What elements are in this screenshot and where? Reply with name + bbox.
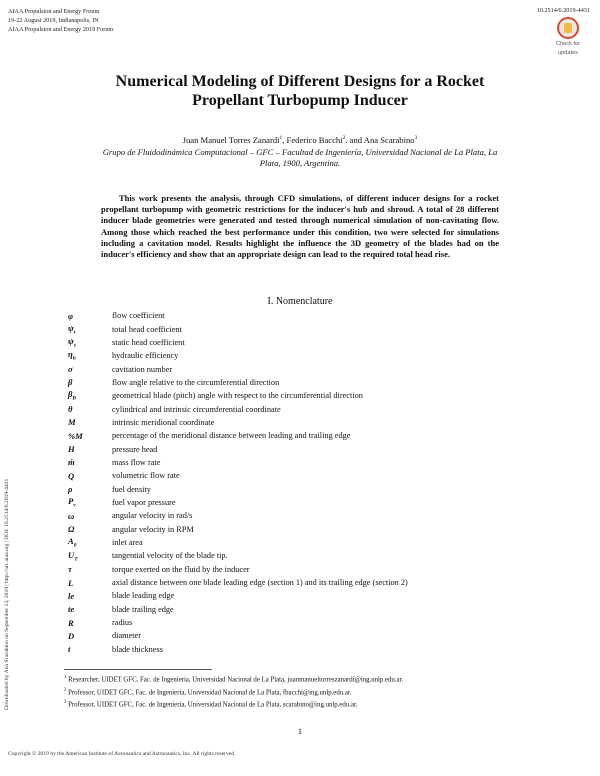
nomenclature-symbol — [68, 364, 112, 374]
nomenclature-definition: pressure head — [112, 444, 158, 454]
footnote — [64, 698, 544, 711]
author-mark: 1 — [279, 135, 283, 142]
nomenclature-row — [68, 523, 548, 536]
nomenclature-definition: axial distance between one blade leading edge (section 1) and its trailing edge (section 2) — [112, 578, 408, 588]
nomenclature-symbol — [68, 578, 112, 588]
footnote — [64, 686, 544, 699]
symbol-glyph: D — [68, 630, 75, 641]
nomenclature-row — [68, 469, 548, 482]
nomenclature-symbol — [68, 511, 112, 521]
nomenclature-symbol — [68, 349, 112, 362]
nomenclature-row — [68, 509, 548, 522]
nomenclature-row — [68, 402, 548, 415]
author-list — [60, 135, 540, 145]
nomenclature-row — [68, 349, 548, 362]
nomenclature-definition: fuel density — [112, 484, 151, 494]
symbol-subscript: 0 — [73, 542, 77, 549]
nomenclature-definition: tangential velocity of the blade tip. — [112, 551, 228, 561]
header-line: AIAA Propulsion and Energy Forum — [8, 8, 100, 15]
affiliation-line: Grupo de Fluidodinámica Computacional – GFC – Facultad de Ingeniería, Universidad Nacional de La Plata, La — [102, 147, 498, 157]
symbol-glyph: ṁ — [68, 457, 75, 468]
nomenclature-definition: mass flow rate — [112, 457, 161, 467]
symbol-glyph: P — [68, 496, 74, 507]
symbol-glyph: ψ — [68, 336, 74, 346]
symbol-subscript: s — [73, 342, 76, 349]
symbol-glyph: t — [68, 644, 71, 655]
nomenclature-symbol — [68, 536, 112, 549]
nomenclature-symbol — [68, 591, 112, 601]
nomenclature-row — [68, 336, 548, 349]
nomenclature-definition: intrinsic meridional coordinate — [112, 417, 215, 427]
symbol-glyph: β — [68, 377, 73, 388]
footnote — [64, 673, 544, 686]
author: . and Ana Scarabino — [345, 135, 415, 145]
abstract: This work presents the analysis, through CFD simulations, of different inducer designs for a rocket propellant turbopump with geometric restrictions for the inducer's hub and shroud. A total of 28 different inducer blade geometries were generated and tested through numerical simulation of non-cavitating flow. Among those which reached the best performance under this condition, two were selected for simulations including a cavitation model. Results highlight the influence the 3D geometry of the blades had on the inducer's efficiency and show that an appropriate design can lead to the required total head rise. — [101, 193, 499, 260]
nomenclature-symbol — [68, 471, 112, 481]
nomenclature-symbol — [68, 496, 112, 509]
symbol-subscript: v — [73, 502, 76, 509]
symbol-glyph: R — [68, 617, 74, 628]
symbol-glyph: ψ — [68, 322, 74, 333]
nomenclature-definition: blade leading edge — [112, 591, 175, 601]
nomenclature-definition: diameter — [112, 631, 142, 641]
nomenclature-symbol — [68, 389, 112, 402]
nomenclature-row — [68, 549, 548, 562]
nomenclature-row — [68, 629, 548, 642]
conference-header — [8, 7, 113, 34]
symbol-glyph: le — [68, 590, 75, 601]
nomenclature-definition: radius — [112, 618, 133, 628]
nomenclature-row — [68, 616, 548, 629]
nomenclature-symbol — [68, 457, 112, 467]
symbol-glyph: θ — [68, 404, 73, 415]
footnote-text: Professor, UIDET GFC, Fac. de Ingeniería, Universidad Nacional de La Plata, scarabino@ing.unlp.edu.ar. — [66, 701, 358, 709]
title-line: Numerical Modeling of Different Designs for a Rocket — [115, 73, 485, 90]
nomenclature-definition: flow angle relative to the circumferential direction — [112, 377, 280, 387]
nomenclature-definition: hydraulic efficiency — [112, 351, 179, 361]
nomenclature-definition: total head coefficient — [112, 324, 182, 334]
nomenclature-row — [68, 322, 548, 335]
nomenclature-definition: blade thickness — [112, 644, 163, 654]
nomenclature-definition: percentage of the meridional distance between leading and trailing edge — [112, 431, 351, 441]
nomenclature-symbol — [68, 404, 112, 414]
check-for-updates-badge[interactable] — [547, 17, 589, 61]
nomenclature-symbol — [68, 417, 112, 427]
nomenclature-definition: flow coefficient — [112, 311, 165, 321]
nomenclature-row — [68, 362, 548, 375]
nomenclature-definition: cavitation number — [112, 364, 173, 374]
symbol-glyph: β — [68, 389, 73, 400]
header-line: AIAA Propulsion and Energy 2019 Forum — [8, 26, 114, 33]
nomenclature-symbol — [68, 524, 112, 534]
nomenclature-definition: fuel vapor pressure — [112, 497, 176, 507]
symbol-glyph: Ω — [68, 524, 75, 535]
page-number: 1 — [297, 727, 303, 736]
footnote-text: Professor, UIDET GFC, Fac. de Ingeniería, Universidad Nacional de La Plata, fbacchi@ing.unlp.edu.ar. — [66, 688, 352, 696]
badge-line-1: Check for — [556, 41, 580, 47]
symbol-glyph: L — [68, 577, 74, 588]
symbol-glyph: te — [68, 604, 75, 615]
nomenclature-row — [68, 589, 548, 602]
nomenclature-row — [68, 376, 548, 389]
symbol-subscript: t — [73, 329, 76, 336]
symbol-subscript: h — [72, 356, 76, 363]
title-line: Propellant Turbopump Inducer — [192, 92, 408, 109]
symbol-glyph: τ — [68, 564, 72, 575]
symbol-glyph: φ — [68, 310, 74, 321]
badge-line-2: updates — [558, 49, 578, 56]
symbol-glyph: ρ — [68, 484, 73, 495]
nomenclature-symbol — [68, 550, 112, 563]
symbol-glyph: Q — [68, 470, 75, 481]
section-heading: I. Nomenclature — [267, 296, 333, 307]
copyright-notice: Copyright © 2019 by the American Institute of Aeronautics and Astronautics, Inc. All rights reserved. — [8, 751, 236, 757]
nomenclature-definition: volumetric flow rate — [112, 471, 180, 481]
nomenclature-row — [68, 563, 548, 576]
author-mark: 3 — [414, 135, 418, 142]
nomenclature-definition: angular velocity in rad/s — [112, 511, 193, 521]
footnote-mark: 1 — [64, 675, 67, 680]
nomenclature-symbol — [68, 631, 112, 641]
nomenclature-row — [68, 643, 548, 656]
symbol-glyph: η — [68, 349, 73, 360]
header-line: 19-22 August 2019, Indianapolis, IN — [8, 17, 99, 24]
footnotes — [64, 673, 544, 711]
nomenclature-definition: inlet area — [112, 538, 143, 548]
nomenclature-row — [68, 309, 548, 322]
symbol-subscript: B — [72, 396, 77, 403]
bookmark-icon — [557, 17, 579, 39]
nomenclature-row — [68, 456, 548, 469]
nomenclature-row — [68, 389, 548, 402]
nomenclature-row — [68, 603, 548, 616]
symbol-glyph: U — [68, 549, 75, 560]
nomenclature-definition: angular velocity in RPM — [112, 524, 194, 534]
nomenclature-symbol — [68, 377, 112, 387]
footnote-mark: 2 — [64, 687, 67, 693]
symbol-glyph: %M — [68, 430, 83, 441]
nomenclature-symbol — [68, 604, 112, 614]
nomenclature-row — [68, 536, 548, 549]
nomenclature-definition: torque exerted on the fluid by the inducer — [112, 564, 250, 574]
symbol-subscript: T — [74, 556, 78, 563]
nomenclature-symbol — [68, 618, 112, 628]
nomenclature-row — [68, 496, 548, 509]
nomenclature-symbol — [68, 564, 112, 574]
symbol-glyph: σ — [68, 364, 73, 375]
nomenclature-symbol — [68, 431, 112, 441]
symbol-glyph: H — [68, 444, 75, 455]
nomenclature-definition: cylindrical and intrinsic circumferential coordinate — [112, 404, 281, 414]
nomenclature-symbol — [68, 336, 112, 349]
author: Juan Manuel Torres Zanardi — [182, 135, 280, 145]
paper-title — [60, 72, 540, 110]
nomenclature-definition: geometrical blade (pitch) angle with respect to the circumferential direction — [112, 391, 363, 401]
author-mark: 2 — [342, 135, 346, 142]
nomenclature-symbol — [68, 444, 112, 454]
nomenclature-row — [68, 416, 548, 429]
nomenclature-definition: blade trailing edge — [112, 604, 174, 614]
nomenclature-symbol — [68, 323, 112, 336]
nomenclature-row — [68, 429, 548, 442]
nomenclature-list — [68, 309, 548, 656]
nomenclature-symbol — [68, 644, 112, 654]
nomenclature-definition: static head coefficient — [112, 337, 185, 347]
footnote-text: Researcher, UIDET GFC, Fac. de Ingeniería, Universidad Nacional de La Plata, juanmanueltorreszanardi@ing.unlp.edu.ar. — [66, 676, 404, 684]
nomenclature-symbol — [68, 311, 112, 321]
footnote-mark: 3 — [64, 700, 67, 706]
nomenclature-row — [68, 442, 548, 455]
symbol-glyph: M — [68, 417, 76, 428]
symbol-glyph: A — [68, 536, 74, 547]
affiliation — [70, 147, 530, 169]
nomenclature-row — [68, 576, 548, 589]
download-sidebar: Downloaded by Ana Scarabino on September 13, 2019 | http://arc.aiaa.org | DOI: 10.2514/6.2019-4431 — [4, 478, 10, 710]
affiliation-line: Plata, 1900, Argentina. — [259, 158, 341, 168]
doi-label: 10.2514/6.2019-4431 — [536, 7, 590, 14]
nomenclature-symbol — [68, 484, 112, 494]
nomenclature-row — [68, 482, 548, 495]
footnote-divider — [64, 669, 212, 670]
author: , Federico Bacchi — [282, 135, 343, 145]
symbol-glyph: ω — [68, 510, 75, 521]
